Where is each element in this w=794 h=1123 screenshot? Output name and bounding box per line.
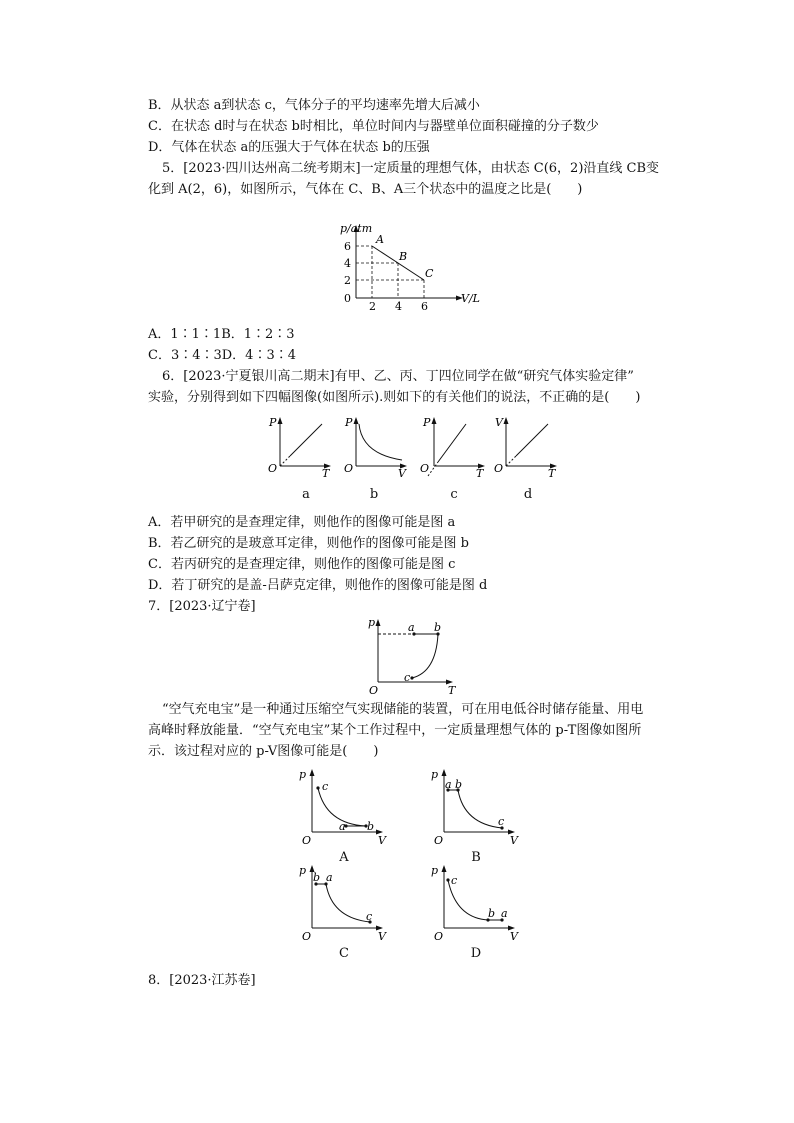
q7-choice-a-caption: A	[339, 850, 349, 865]
q6-figure-c	[414, 414, 490, 480]
q7-d-xlabel: V	[510, 930, 518, 943]
q7-text-line1: “空气充电宝”是一种通过压缩空气实现储能的装置，可在用电低谷时储存能量、用电	[162, 702, 644, 717]
q7-xlabel: T	[448, 684, 456, 697]
q7-a-xlabel: V	[378, 834, 386, 847]
q7-a-origin: O	[302, 834, 312, 847]
q7-choice-b-graph	[428, 766, 522, 848]
q4-option-d: D．气体在状态 a的压强大于气体在状态 b的压强	[148, 140, 430, 155]
q7-stem: 7．[2023·辽宁卷]	[148, 599, 256, 614]
q7-b-label-a: a	[445, 778, 452, 791]
q7-choice-d-graph	[428, 862, 522, 944]
q5-xtick-6: 6	[421, 300, 428, 310]
q7-a-label-a: a	[339, 820, 346, 833]
q6-figure-a	[260, 414, 336, 480]
q6-option-d: D．若丁研究的是盖-吕萨克定律，则他作的图像可能是图 d	[148, 578, 488, 593]
q6-a-origin: O	[268, 462, 278, 475]
q5-stem-line1: 5．[2023·四川达州高二统考期末]一定质量的理想气体，由状态 C(6，2)沿直线 CB变	[162, 161, 660, 176]
q7-choice-b-caption: B	[471, 850, 481, 865]
q6-stem-line1: 6．[2023·宁夏银川高二期末]有甲、乙、丙、丁四位同学在做“研究气体实验定律”	[162, 369, 634, 384]
q7-b-origin: O	[434, 834, 444, 847]
q7-d-label-a: a	[501, 907, 508, 920]
q5-point-a: A	[376, 233, 384, 246]
q6-figure-d	[486, 414, 562, 480]
q8-stem: 8．[2023·江苏卷]	[148, 973, 256, 988]
q6-stem-line2: 实验，分别得到如下四幅图像(如图所示).则如下的有关他们的说法，不正确的是( )	[148, 390, 641, 405]
q6-figure-b	[336, 414, 412, 480]
q7-b-xlabel: V	[510, 834, 518, 847]
q6-d-origin: O	[494, 462, 504, 475]
q6-option-b: B．若乙研究的是玻意耳定律，则他作的图像可能是图 b	[148, 536, 470, 551]
q6-b-origin: O	[344, 462, 354, 475]
q7-pt-graph	[364, 616, 460, 698]
q6-option-c: C．若丙研究的是查理定律，则他作的图像可能是图 c	[148, 557, 456, 572]
q7-origin: O	[369, 684, 379, 697]
q6-caption-c: c	[450, 487, 458, 502]
q6-caption-b: b	[369, 487, 379, 502]
q6-d-xlabel: T	[548, 467, 556, 480]
q7-c-origin: O	[302, 930, 312, 943]
q6-caption-d: d	[523, 487, 533, 502]
q5-xtick-4: 4	[395, 300, 402, 310]
q4-option-c: C．在状态 d时与在状态 b时相比，单位时间内与器壁单位面积碰撞的分子数少	[148, 119, 599, 134]
q5-ylabel: p/atm	[340, 222, 373, 235]
q7-c-ylabel: p	[299, 864, 307, 877]
q5-ytick-4: 4	[344, 257, 351, 270]
q7-label-b: b	[434, 621, 442, 634]
q7-d-ylabel: p	[431, 864, 439, 877]
q7-b-label-c: c	[498, 815, 505, 828]
q7-d-label-c: c	[451, 874, 458, 887]
q7-a-ylabel: p	[299, 768, 307, 781]
q7-c-xlabel: V	[378, 930, 386, 943]
q5-point-c: C	[425, 267, 434, 280]
q6-caption-a: a	[302, 487, 310, 502]
q7-text-line3: 示．该过程对应的 p-V图像可能是( )	[148, 744, 379, 759]
q5-point-b: B	[399, 250, 408, 263]
q5-xlabel: V/L	[461, 292, 480, 305]
q7-c-label-a: a	[326, 871, 333, 884]
q5-ytick-2: 2	[344, 274, 351, 287]
q5-xtick-2: 2	[369, 300, 376, 310]
q7-b-ylabel: p	[431, 768, 439, 781]
q7-choice-c-graph	[296, 862, 390, 944]
q5-stem-line2: 化到 A(2，6)，如图所示，气体在 C、B、A三个状态中的温度之比是( )	[148, 182, 583, 197]
q7-label-c: c	[404, 671, 411, 684]
q6-b-ylabel: P	[345, 416, 353, 429]
q6-a-ylabel: P	[269, 416, 277, 429]
q6-c-xlabel: T	[476, 467, 484, 480]
q7-c-label-b: b	[313, 871, 321, 884]
q6-d-ylabel: V	[495, 416, 503, 429]
q5-ytick-6: 6	[344, 240, 351, 253]
q7-a-label-b: b	[367, 820, 375, 833]
q7-choice-a-graph	[296, 766, 390, 848]
q7-text-line2: 高峰时释放能量．“空气充电宝”某个工作过程中，一定质量理想气体的 p-T图像如图所	[148, 723, 642, 738]
q7-choice-d-caption: D	[470, 946, 482, 961]
q6-c-ylabel: P	[423, 416, 431, 429]
q7-a-label-c: c	[322, 780, 329, 793]
q5-options-line1: A．1∶1∶1B．1∶2∶3	[148, 327, 295, 342]
q7-b-label-b: b	[455, 778, 463, 791]
q6-a-xlabel: T	[322, 467, 330, 480]
q7-d-origin: O	[434, 930, 444, 943]
q5-pv-graph	[336, 222, 486, 310]
q6-option-a: A．若甲研究的是查理定律，则他作的图像可能是图 a	[148, 515, 456, 530]
q6-c-origin: O	[420, 462, 430, 475]
q7-d-label-b: b	[488, 907, 496, 920]
q7-c-label-c: c	[366, 910, 373, 923]
q7-ylabel: p	[368, 616, 376, 629]
q4-option-b: B．从状态 a到状态 c，气体分子的平均速率先增大后减小	[148, 98, 480, 113]
q5-options-line2: C．3∶4∶3D．4∶3∶4	[148, 348, 296, 363]
q7-choice-c-caption: C	[339, 946, 349, 961]
q7-label-a: a	[408, 621, 415, 634]
q6-b-xlabel: V	[398, 467, 406, 480]
q5-origin: 0	[344, 292, 351, 305]
